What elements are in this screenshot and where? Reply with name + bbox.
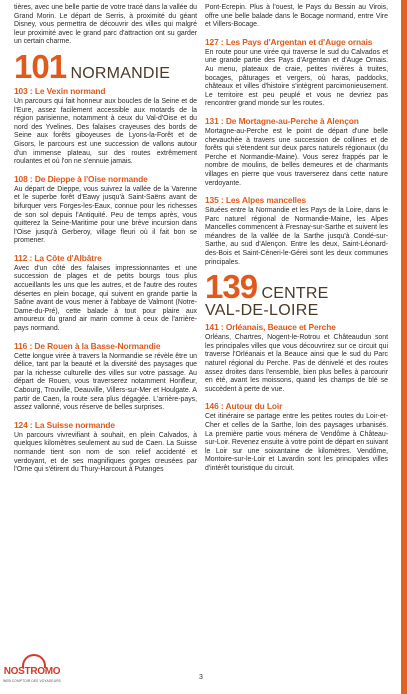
route-description: Avec d'un côté des falaises impressionnantes et une succession de plages et de petits bourgs tous plus accueillants les uns que les autres, et de l'autre des routes désertes en plein bocage, qui suivent en grande partie la Saône avant de vous mener à l'abbaye de Valmont (Notre-Dame-du-Pré), cette balade à tout pour plaire aux amoureux du grand air marin comme à ceux de l'arrière-pays normand. [14,264,197,333]
region-heading-normandie [14,47,197,85]
region-name: CENTRE [261,285,329,303]
page-edge-bar [401,0,407,694]
route-title: 108 : De Dieppe à l'Oise normande [14,173,148,184]
route-title: 135 : Les Alpes mancelles [205,195,307,206]
route-title: 127 : Les Pays d'Argentan et d'Auge ornais [205,36,373,47]
logo-tagline: WEB COMPTOIR DES VOYAGEURS [3,679,61,683]
route-description: Cet itinéraire se partage entre les petites routes du Loir-et-Cher et celles de la Sarthe, loin des paysages urbanisés. La première partie vous ménera de Vendôme à Château-sur-Loir. Revenez ensuite à votre point de départ en suivant le Loir sur une soixantaine de kilomètres. Vendôme, Montoire-sur-le-Loir et Lavardin sont les principales villes d'intérêt touristique du circuit. [205,413,388,472]
region-name: NORMANDIE [70,64,171,82]
route-entry [205,116,388,188]
route-title: 116 : De Rouen à la Basse-Normandie [14,340,161,351]
route-description: Situées entre la Normandie et les Pays de la Loire, dans le Parc naturel régional de Normandie-Maine, les Alpes Mancelles commencent à Fresnay-sur-Sarthe et suivent les méandres de la vallée de la Sarthe jusqu'à Condé-sur-Sarthe, au sud d'Alençon. Entre les deux, Saint-Léonard-des-Bois et Saint-Céneri-le-Gérei sont les deux communes principales. [205,207,388,266]
route-entry [14,341,197,413]
route-description: Orléans, Chartres, Nogent-le-Rotrou et Châteaudun sont les principales villes que vous découvrirez sur ce circuit qui traverse l'Orléanais et la Beauce ainsi que le sud du Parc naturel régional du Perche. Pas de dénivelé et des routes assez droites dans l'ensemble, bien plus belles à parcourir en été, avant les moissons, quand les champs de blé se succèdent à perte de vue. [205,334,388,393]
route-entry [205,322,388,394]
nostromo-logo [2,654,62,692]
page-number: 3 [199,674,203,681]
route-entry [14,253,197,334]
continued-text: tières, avec une belle partie de votre tracé dans la vallée du Grand Morin. Le départ de Serris, à proximité du géant Disney, vous permettra de découvrir des villes qui malgré leur proximité avec le grand parc d'attraction ont su garder un certain charme. [14,4,197,46]
continued-text: Pont-Ecrepin. Plus à l'ouest, le Pays du Bessin au Virois, offre une belle balade dans le Bocage normand, entre Vire et Villers-Bocage. [205,4,388,29]
region-name-line2: VAL-DE-LOIRE [205,302,319,320]
route-entry [205,195,388,267]
left-column [14,4,197,475]
region-page-number: 139 [205,268,258,306]
route-description: En route pour une virée qui traverse le sud du Calvados et une grande partie des Pays d'Argentan et d'Auge Ornais. Au menu, plateaux de craie, petites rivières à truites, bocages, pâturages et vergers, où haras, paddocks, châteaux et villes d'histoire s'intègrent parcimonieusement. Le territoire est peu peuplé et vous ne devriez pas rencontrer grand monde sur les routes. [205,48,388,108]
route-description: Mortagne-au-Perche est le point de départ d'une belle chevauchée à travers une succession de collines et de forêts qui s'étendent sur deux parcs naturels régionaux (du Perche et Normandie-Maine). Vous serez frappés par le nombre de moulins, de belles demeures et de charmants villages en pierre que vous traverserez dans cette nature verdoyante. [205,127,388,187]
region-heading-centre [205,268,388,320]
route-title: 146 : Autour du Loir [205,401,283,412]
route-title: 141 : Orléanais, Beauce et Perche [205,322,336,333]
route-entry [14,174,197,246]
route-description: Cette longue virée à travers la Normandie se révèle être un délice, tant par la beauté et la diversité des paysages que par la richesse culturelle des villes sur votre passage. Au départ de Rouen, vous traverserez notamment Honfleur, Cabourg, Trouville, Deauville, Villers-sur-Mer et Houlgate. A partir de Caen, la route sera plus dégagée. L'arrière-pays, assez vallonné, vous réserve de belles surprises. [14,352,197,412]
route-entry [14,86,197,167]
route-title: 112 : La Côte d'Albâtre [14,252,102,263]
route-title: 124 : La Suisse normande [14,419,115,430]
route-description: Au départ de Dieppe, vous suivrez la vallée de la Varenne et le superbe forêt d'Eawy jusqu'à Saint-Saëns avant de bifurquer vers Forges-les-Eaux, connue pour les richesses de son sol depuis l'Antiquité. Peu de temps après, vous quitterez la Seine-Maritime pour une brève incursion dans l'Oise jusqu'à Gerberoy, village fleuri où il fait bon se promener. [14,185,197,245]
logo-brand: NOSTROMO [3,666,61,677]
region-page-number: 101 [14,47,67,85]
route-description: Un parcours vivrevifiant à souhait, en plein Calvados, à quelques kilomètres seulement au sud de Caen. La Suisse normande tient son nom de son relief accidenté et verdoyant, et de ses magnifiques gorges creusées par l'Orne qui s'étirent du Thury-Harcourt à Putanges [14,431,197,474]
route-entry [205,401,388,473]
route-entry [205,37,388,109]
route-entry [14,420,197,475]
route-title: 103 : Le Vexin normand [14,85,106,96]
route-description: Un parcours qui fait honneur aux boucles de la Seine et de l'Eure, assez facilement accessible aux motards de la région parisienne, notamment à ceux du Val-d'Oise et du nord des Yvelines. Des falaises crayeuses des bords de Seine aux forêts giboyeuses de Lyons-la-Forêt et de Gisors, le parcours est une succession de vallons autour d'un immense plateau, sur des routes extrêmement roulantes et où l'on ne s'ennuie jamais. [14,97,197,166]
right-column [205,4,388,474]
route-title: 131 : De Mortagne-au-Perche à Alençon [205,115,359,126]
